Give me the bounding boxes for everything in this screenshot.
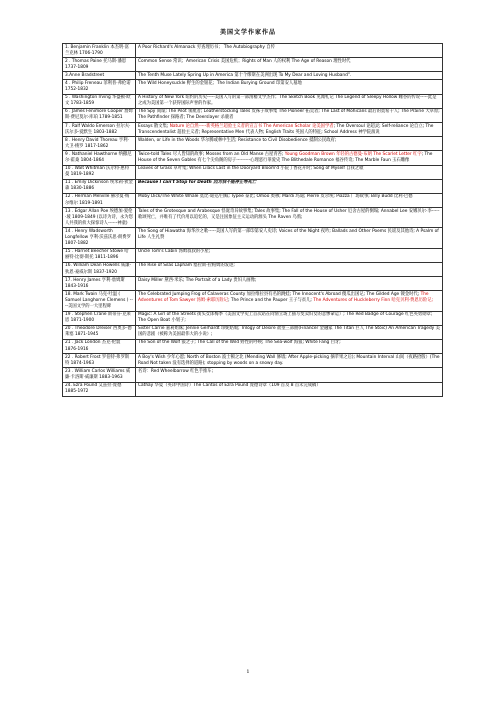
works-cell — [136, 291, 443, 311]
table-row — [63, 382, 443, 396]
works-cell — [136, 179, 443, 193]
works-cell — [136, 248, 443, 262]
author-cell: 6 . James Fenimore Cooper 詹姆斯·费尼莫尔·库珀 1789-1851 — [63, 108, 136, 122]
author-works-table — [62, 43, 443, 397]
works-cell — [136, 277, 443, 291]
table-row — [63, 80, 443, 94]
table-row — [63, 108, 443, 122]
table-row — [63, 193, 443, 207]
author-cell: 16. William Dean Howells 威廉·狄恩·豪威尔斯 1837-1920 — [63, 262, 136, 276]
author-cell: 2 . Thomas Paine 托马斯·潘恩 1737-1809 — [63, 58, 136, 72]
table-row — [63, 368, 443, 382]
author-cell: 1. Benjamin Franklin 本杰明·富兰克林 1706-1790 — [63, 44, 136, 58]
table-row — [63, 123, 443, 137]
works-cell — [136, 382, 443, 396]
works-text: Young Goodman Brown 年轻的古德曼·布朗 The Scarlet Letter 红字 — [284, 151, 422, 157]
works-cell — [136, 108, 443, 122]
author-cell: 17. Henry James 亨利·詹姆斯 1843-1916 — [63, 277, 136, 291]
works-text: The Tenth Muse Lately Spring Up in America 第十个缪斯在美洲出现 To My Dear and Loving Husband". — [138, 72, 352, 78]
works-text: Leaves of Grass 草叶集; When Lilacs Last in the Dooryard Bloom'd 小院丁香花开时; Song of Myself 自我之歌 — [138, 166, 364, 172]
works-text: The Spy 间谍; The Pilot 领航者; Leatherstocking Tales 皮袜子故事集 The Pioneer 拓荒者; The Last of Mohicans 最后的莫希干人; The Prairie 大草原; The Pathfinder 探路者; The Deerslayer 杀鹿者 — [138, 109, 440, 121]
works-text: A Poor Richard's Almanack 穷查理历书； The Autobiography 自传 — [138, 44, 275, 50]
author-cell: 7 . Ralf Waldo Emerson 拉尔夫·沃尔多·爱默生 1803-1882 — [63, 123, 136, 137]
author-cell: 12 . Herman Melville 赫尔曼·梅尔维尔 1819-1891 — [63, 193, 136, 207]
author-cell: 19 . Stephen Crane 斯蒂芬·克莱恩 1871-1900 — [63, 311, 136, 325]
table-row — [63, 137, 443, 151]
works-text: The Celebrated Jumping Frog of Calaveras County 加拉维拉县有名的跳蛙; The Innocent's Abroad 傻瓜出国记; The Gilded Age 镀金时代; — [138, 291, 421, 297]
works-cell — [136, 208, 443, 228]
table-row — [63, 165, 443, 179]
table-row — [63, 94, 443, 108]
works-text: Magic: A Girl of the Streets 街头女郎梅季（美国文学史上首次站在同情立场上描写变卖妇女的悲惨命运）; The Red Badge of Courage 红色英勇勋章; The Open Boat 小划子; — [138, 312, 433, 324]
works-cell — [136, 44, 443, 58]
table-row — [63, 179, 443, 193]
author-cell: 8 . Henry David Thoreau 亨利·大卫·梭罗 1817-1862 — [63, 137, 136, 151]
works-text: ; The House of the Seven Gables 有七个尖角阁的房子---------心理恶行罪爱史 The Blithedale Romance 福谷传奇; The Marble Faun 玉石雕像 — [138, 151, 433, 163]
table-row — [63, 208, 443, 228]
table-row — [63, 262, 443, 276]
works-cell — [136, 72, 443, 80]
works-text: The Rise of Silas Lapham 塞拉斯·拉帕姆的发迹; — [138, 263, 235, 269]
works-text: Moby Dick/The White Whale 莫比·迪克/白鲸; Typee 泰比; Omoo 奥穆; Mardi 玛迪; Pierre 皮尔埃; Piazza 广场故事; Billy Budd 比利·巴德 — [138, 194, 413, 200]
author-cell: 20 . Theodore Dreiser 西奥多·德莱塞 1871-1945 — [63, 325, 136, 339]
works-cell — [136, 165, 443, 179]
works-text: The Adventures of Huckleberry Finn 哈克贝利·费恩历险记; — [313, 297, 433, 303]
author-cell: 21 . Jack London 杰克·伦敦 1876-1916 — [63, 339, 136, 353]
works-text: Common Sense 常识；American Crisis 美国危机；Rights of Man 人的权利 The Age of Reason 理性时代 — [138, 58, 351, 64]
works-text: Cathay 华夏（英译中国诗）The Cantos of Ezra Pound 庞德诗章（109 首及 8 首未完成稿） — [138, 383, 321, 388]
author-cell: 10 . Walt Whitman 沃尔特·惠特曼 1819-1892 — [63, 165, 136, 179]
works-cell — [136, 80, 443, 94]
works-cell — [136, 339, 443, 353]
works-text: Daisy Miller 黛西·米乐; The Portrait of a Lady 贵妇人画像; — [138, 277, 257, 283]
table-row — [63, 339, 443, 353]
works-cell — [136, 262, 443, 276]
author-cell: 3.Anne Bradstreet — [63, 72, 136, 80]
table-row — [63, 325, 443, 339]
table-row — [63, 58, 443, 72]
author-cell: 9 . Nathaniel Hawthorne 纳撒尼尔·霍桑 1804-1864 — [63, 151, 136, 165]
works-text: Because I can't Stop for Death 因为我不能停止等死亡 — [138, 180, 257, 186]
author-cell: 14 . Henry Wadsworth Longfellow 亨利·沃兹沃思·朗费罗 1807-1882 — [63, 228, 136, 248]
works-text: Nature 论自然-----新英格兰超验主义者的宣言书 The American Scholar 论美国学者 — [169, 123, 334, 129]
works-text: A History of New York 纽约的历史-----美国人写的第一部滑稽文学杰作；The Sketch Book 见闻札记 The Legend of Sleepy Hollow 睡谷的传说-----此是之成为美国第一个获得国际声誉的作家。 — [138, 95, 437, 107]
works-text: ; The Oversoul 论超灵; Self-reliance 论自立; The Transcendentalist 超验主义者; Representative Men 代表人物; English Traits 英国人的特征; School Address 神学院演说 — [138, 123, 434, 135]
table-row — [63, 354, 443, 368]
author-cell: 22 . Robert Frost 罗伯特·弗罗斯特 1874-1963 — [63, 354, 136, 368]
works-text: Twice-told Tales 尽人皆知的故事; Mosses from an Old Manse 古屋青苔; — [138, 151, 285, 157]
works-text: A Boy's Wish 少年心愿; North of Boston 波士顿之北 (Mending Wall 修墙; After Apple-picking 摘苹果之后); Mountain Interval 山间（夜路拾殷）(The Road Not taken 没有选择的道路); stopping by woods on a snowy day. — [138, 354, 440, 366]
works-cell — [136, 123, 443, 137]
author-cell: 5 . Washington Irving 华盛顿·欧文 1783-1859 — [63, 94, 136, 108]
author-cell: 23 . William Carlos Williams 威廉·卡洛斯·威廉斯 1883-1963 — [63, 368, 136, 382]
works-cell — [136, 354, 443, 368]
works-text: The Song of Hiawatha 海华沙之歌-----美国人写的第一部印第安人史诗; Voices of the Night 夜吟; Ballads and Other Poems 民谣及其他诗; A Psalm of Life 人生礼赞 — [138, 228, 439, 241]
table-row — [63, 291, 443, 311]
works-text: Uncle Tom's Cabin 汤姆叔叔的小屋; — [138, 249, 211, 255]
works-cell — [136, 368, 443, 382]
author-cell: 11 . Emily Dickinson 埃米莉·狄金森 1830-1886 — [63, 179, 136, 193]
works-cell — [136, 311, 443, 325]
works-text: 名诗：Red Wheelbarrow 红色手推车; — [138, 368, 214, 374]
works-cell — [136, 137, 443, 151]
works-cell — [136, 151, 443, 165]
works-text: Essays 散文集; — [138, 123, 170, 129]
table-row — [63, 44, 443, 58]
works-text: Walden, or Life in the Woods 华尔腾或林中生活; Resistance to Civil Disobedience 抵制公民政府; — [138, 137, 337, 143]
works-text: ; The Prince and the Pauper 王子与贫儿; — [228, 297, 314, 303]
works-text: The Son of the Wolf 狼之子; The Call of the Wild 野性的呼唤; The Sea-wolf 海狼; White Fang 白牙; — [138, 340, 341, 346]
works-text: The Adventures of Tom Sawyer 汤姆·索耶历险记 — [138, 291, 429, 303]
works-cell — [136, 325, 443, 339]
author-cell: 13 . Edgar Allan Poe 埃德加·爱伦·坡 1809-1849 (以诗为诗，永为您人共我的侦大探惊诗人------神童) — [63, 208, 136, 228]
table-row — [63, 228, 443, 248]
works-cell — [136, 228, 443, 248]
works-cell — [136, 58, 443, 72]
table-row — [63, 151, 443, 165]
author-cell: 15 . Harriet Beecher Stowe 哈丽特·比彻·斯托 1811-1896 — [63, 248, 136, 262]
table-row — [63, 72, 443, 80]
table-row — [63, 277, 443, 291]
author-cell: 4 . Philip Freneau 菲利普·弗伦诺 1752-1832 — [63, 80, 136, 94]
author-cell: 24. Ezra Pound 艾兹拉·庞德 1885-1972 — [63, 382, 136, 396]
works-text: Sister Carrie 嘉莉姐妹; Jennie Gerhardt 珍妮姑娘; Trilogy of Desire 欲望三部曲(Financer 金融家 The Titan 巨人 The Stoic) An American Tragedy 美国的悲剧（被称为美国最伟大的小说）; — [138, 326, 440, 338]
page-number: 1 — [246, 669, 250, 675]
works-cell — [136, 94, 443, 108]
works-text: Tales of the Grotesque and Arabesque 怪诞奇异故事集; Tales 故事集; The Fall of the House of Usher 厄舍古屋的倒塌; Annabel Lee 安娜贝尔·李-----歌颂死亡，并唯有了代价用以追忆的，又是注国象征主义运动的源头 The Raven 乌鸦; — [138, 208, 440, 220]
page-title: 美国文学作家作品 — [219, 29, 276, 36]
author-cell: 18. Mark Twain 马克·吐温 ( Samuel Langhorne Clemens ) ----美国文学的一大里程碑 — [63, 291, 136, 311]
table-row — [63, 248, 443, 262]
table-row — [63, 311, 443, 325]
works-cell — [136, 193, 443, 207]
works-text: The Wild Honeysuckle 野生的金银花；The Indian Burying Ground 印第安人墓地 — [138, 80, 302, 86]
